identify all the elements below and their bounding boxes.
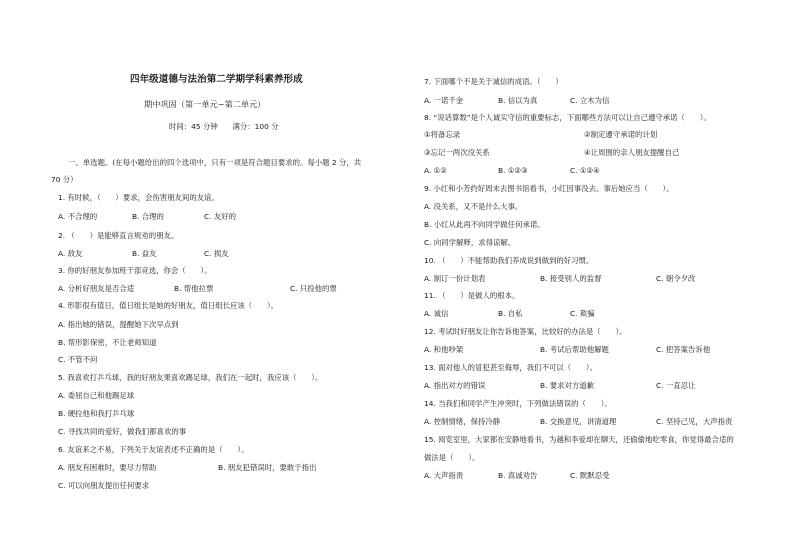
right-text-line: A. 没关系，又不是什么大事。 (424, 202, 523, 211)
answer-option: A. ①② (424, 166, 447, 175)
answer-option: C. 朝令夕改 (656, 274, 696, 283)
answer-option: B. 合理的 (132, 212, 164, 221)
right-text-line: 13. 面对他人的冒犯甚至侮辱，我们不可以（ ）。 (424, 363, 597, 372)
answer-option: C. 只投他的票 (290, 284, 337, 293)
right-text-line: C. 向同学解释，求得谅解。 (424, 238, 516, 247)
answer-option: A. 大声指责 (424, 471, 464, 480)
answer-option: B. 真诚劝告 (498, 471, 538, 480)
right-text-line: 11. （ ）是做人的根本。 (424, 291, 520, 300)
answer-option: B. 交换意见，讲清道理 (540, 417, 617, 426)
right-text-line: 10. （ ）不能帮助我们养成说到做到的好习惯。 (424, 256, 594, 265)
answer-option: C. 坚持己见，大声指责 (656, 417, 733, 426)
right-text-line: 15. 阅览室里，大家都在安静地看书，为越和李爱却在聊天，还偷偷地吃零食，你觉得最合适的 (424, 435, 734, 444)
answer-option: A. 一诺千金 (424, 96, 464, 105)
left-text-line: C. 可以向朋友提出任何要求 (58, 481, 150, 490)
answer-option: C. 把答案告诉他 (656, 345, 711, 354)
right-text-line: 14. 当我们和同学产生冲突时，下列做法错误的（ ）。 (424, 399, 612, 408)
answer-option: ②制定遵守承诺的计划 (584, 130, 658, 139)
answer-option: C. ①②④ (570, 166, 600, 175)
answer-option: A. 控制情绪，保持冷静 (424, 417, 501, 426)
right-text-line: 8. “说话算数”是个人诚实守信的重要标志，下面哪些方法可以让自己遵守承诺（ ）。 (424, 113, 711, 122)
answer-option: A. 指出对方的错误 (424, 381, 486, 390)
exam-time-score: 时间：45 分钟 满分：100 分 (169, 122, 279, 131)
left-text-line: 6. 友谊来之不易，下列关于友谊表述不正确的是（ ）。 (58, 445, 249, 454)
answer-option: B. 朋友犯错误时，要敢于指出 (218, 463, 317, 472)
left-text-line: A. 委屈自己和他踢足球 (58, 391, 135, 400)
left-text-line: 5. 我喜欢打乒乓球，我的好朋友果喜欢踢足球，我们在一起时，我应该（ ）。 (58, 373, 323, 382)
answer-option: B. ①②③ (498, 166, 528, 175)
answer-option: C. 友好的 (204, 212, 237, 221)
left-text-line: B. 帮形影保密，不让老师知道 (58, 338, 157, 347)
answer-option: C. 损友 (204, 249, 229, 258)
answer-option: A. 敌友 (58, 249, 83, 258)
answer-option: ③忘记一两次没关系 (424, 148, 490, 157)
answer-option: B. 接受别人的监督 (540, 274, 602, 283)
answer-option: C. 欺骗 (570, 309, 595, 318)
answer-option: B. 自私 (498, 309, 523, 318)
right-text-line: 做法是（ ）。 (424, 453, 480, 462)
left-text-line: B. 硬拉他和我打乒乓球 (58, 409, 135, 418)
section-heading-cont: 70 分） (51, 175, 78, 184)
answer-option: ①将备忘录 (424, 130, 461, 139)
right-text-line: 12. 考试时好朋友让你告诉他答案，比较好的办法是（ ）。 (424, 327, 627, 336)
left-text-line: 2. （ ）是能够直言规劝的朋友。 (58, 231, 179, 240)
left-text-line: C. 寻找共同的爱好，做我们都喜欢的事 (58, 427, 187, 436)
answer-option: B. 益友 (132, 249, 157, 258)
answer-option: A. 和他吵架 (424, 345, 464, 354)
left-text-line: C. 不管不问 (58, 355, 98, 364)
answer-option: ④让周围的亲人朋友提醒自己 (584, 148, 680, 157)
answer-option: C. 一直忍让 (656, 381, 696, 390)
right-text-line: 7. 下面哪个不是关于诚信的成语。（ ） (424, 77, 563, 86)
answer-option: A. 分析好朋友是否合适 (58, 284, 135, 293)
answer-option: B. 信以为真 (498, 96, 538, 105)
answer-option: C. 立木为信 (570, 96, 610, 105)
answer-option: A. 制订一份计划表 (424, 274, 486, 283)
right-text-line: B. 小红从此再不向同学做任何承诺。 (424, 220, 545, 229)
left-text-line: 1. 有时候，（ ）要求，会伤害朋友间的友谊。 (58, 193, 219, 202)
answer-option: B. 帮他拉票 (174, 284, 214, 293)
answer-option: B. 考试后帮助他解题 (540, 345, 609, 354)
answer-option: B. 要求对方道歉 (540, 381, 595, 390)
right-text-line: 9. 小红和小芳约好周末去图书馆看书，小红因事没去。事后她应当（ ）。 (424, 184, 674, 193)
answer-option: A. 不合理的 (58, 212, 98, 221)
answer-option: A. 诚信 (424, 309, 449, 318)
section-heading: 一、单选题。(在每小题给出的四个选项中，只有一项是符合题目要求的。每小题 2 分，共 (68, 158, 362, 167)
left-text-line: 3. 你的好朋友参加班干部竞选，你会（ ）。 (58, 266, 212, 275)
answer-option: A. 朋友有困难时，要尽力帮助 (58, 463, 157, 472)
exam-subtitle: 期中巩固（第一单元~第二单元） (144, 99, 266, 109)
answer-option: C. 默默忍受 (570, 471, 610, 480)
left-text-line: 4. 形影很有值日，值日组长是她的好朋友，值日组长应该（ ）。 (58, 301, 279, 310)
left-text-line: A. 指出她的错误，提醒她下次早点到 (58, 320, 179, 329)
exam-title: 四年级道德与法治第二学期学科素养形成 (130, 74, 303, 85)
